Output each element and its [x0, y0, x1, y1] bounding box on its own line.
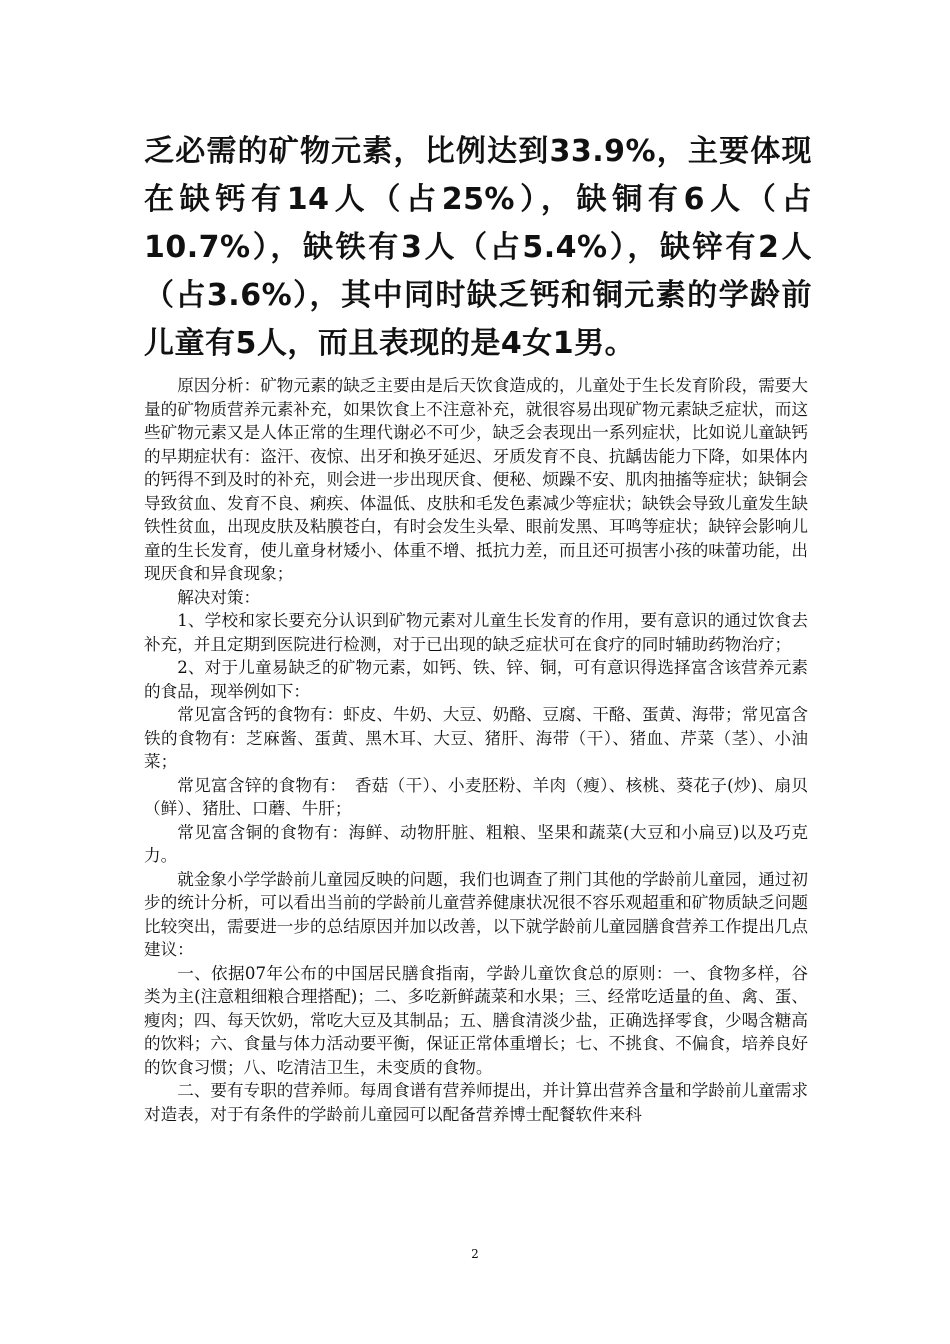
paragraph-solution-2: 2、对于儿童易缺乏的矿物元素，如钙、铁、锌、铜，可有意识得选择富含该营养元素的食品，现举例如下： [144, 658, 808, 701]
paragraph-solutions-heading: 解决对策： [177, 587, 261, 607]
body-text [144, 374, 808, 1126]
lead-paragraph: 乏必需的矿物元素，比例达到33.9%，主要体现在缺钙有14人（占25%），缺铜有6人（占10.7%），缺铁有3人（占5.4%），缺锌有2人（占3.6%），其中同时缺乏钙和铜元素的学龄前儿童有5人，而且表现的是4女1男。 [144, 134, 812, 361]
paragraph-suggestion-1: 一、依据07年公布的中国居民膳食指南，学龄儿童饮食总的原则：一、食物多样，谷类为主(注意粗细粮合理搭配)；二、多吃新鲜蔬菜和水果；三、经常吃适量的鱼、禽、蛋、瘦肉；四、每天饮奶，常吃大豆及其制品；五、膳食清淡少盐，正确选择零食，少喝含糖高的饮料；六、食量与体力活动要平衡，保证正常体重增长；七、不挑食、不偏食，培养良好的饮食习惯；八、吃清洁卫生，未变质的食物。 [144, 963, 808, 1077]
paragraph-suggestion-2: 二、要有专职的营养师。每周食谱有营养师提出，并计算出营养含量和学龄前儿童需求对造表，对于有条件的学龄前儿童园可以配备营养博士配餐软件来科 [144, 1081, 808, 1124]
page-number: 2 [471, 1247, 479, 1261]
paragraph-calcium-iron-foods: 常见富含钙的食物有：虾皮、牛奶、大豆、奶酪、豆腐、干酪、蛋黄、海带；常见富含铁的食物有：芝麻酱、蛋黄、黑木耳、大豆、猪肝、海带（干）、猪血、芹菜（茎）、小油菜； [144, 705, 808, 771]
paragraph-zinc-foods: 常见富含锌的食物有： 香菇（干）、小麦胚粉、羊肉（瘦）、核桃、葵花子(炒)、扇贝（鲜）、猪肚、口蘑、牛肝； [144, 775, 808, 818]
paragraph-solution-1: 1、学校和家长要充分认识到矿物元素对儿童生长发育的作用，要有意识的通过饮食去补充，并且定期到医院进行检测，对于已出现的缺乏症状可在食疗的同时辅助药物治疗； [144, 611, 808, 654]
paragraph-copper-foods: 常见富含铜的食物有：海鲜、动物肝脏、粗粮、坚果和蔬菜(大豆和小扁豆)以及巧克力。 [144, 822, 808, 865]
paragraph-survey-summary: 就金象小学学龄前儿童园反映的问题，我们也调查了荆门其他的学龄前儿童园，通过初步的统计分析，可以看出当前的学龄前儿童营养健康状况很不容乐观超重和矿物质缺乏问题比较突出，需要进一步的总结原因并加以改善，以下就学龄前儿童园膳食营养工作提出几点建议： [144, 869, 808, 959]
paragraph-cause-analysis: 原因分析：矿物元素的缺乏主要由是后天饮食造成的，儿童处于生长发育阶段，需要大量的矿物质营养元素补充，如果饮食上不注意补充，就很容易出现矿物元素缺乏症状，而这些矿物元素又是人体正常的生理代谢必不可少，缺乏会表现出一系列症状，比如说儿童缺钙的早期症状有：盗汗、夜惊、出牙和换牙延迟、牙质发育不良、抗龋齿能力下降，如果体内的钙得不到及时的补充，则会进一步出现厌食、便秘、烦躁不安、肌肉抽搐等症状；缺铜会导致贫血、发育不良、痢疾、体温低、皮肤和毛发色素减少等症状；缺铁会导致儿童发生缺铁性贫血，出现皮肤及粘膜苍白，有时会发生头晕、眼前发黑、耳鸣等症状；缺锌会影响儿童的生长发育，使儿童身材矮小、体重不增、抵抗力差，而且还可损害小孩的味蕾功能，出现厌食和异食现象； [144, 376, 808, 583]
